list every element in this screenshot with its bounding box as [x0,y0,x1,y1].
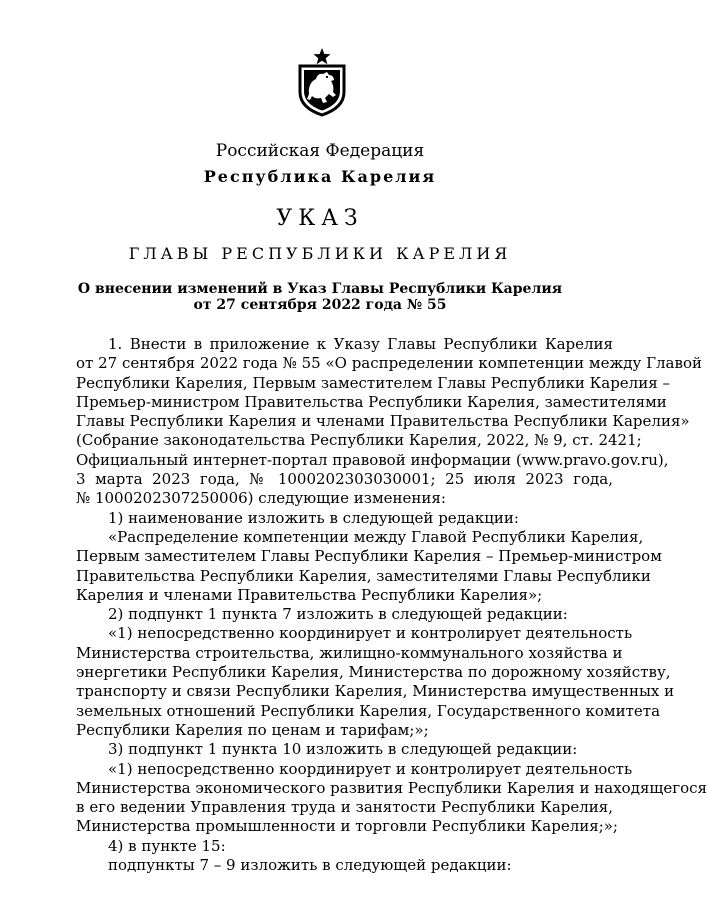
body-text-line: Республики Карелия по ценам и тарифам;»; [76,720,429,739]
body-text-line: земельных отношений Республики Карелия, Государственного комитета [76,701,661,720]
body-text-line: подпункты 7 – 9 изложить в следующей редакции: [108,856,512,875]
body-text-line: Официальный интернет-портал правовой информации (www.pravo.gov.ru), [76,450,669,469]
decree-subject [60,281,580,313]
body-text-line: энергетики Республики Карелия, Министерства по дорожному хозяйству, [76,663,671,682]
body-text-line: 1. Внести в приложение к Указу Главы Республики Карелия [108,335,613,353]
body-text-line: 4) в пункте 15: [108,836,226,855]
body-text-line: Министерства строительства, жилищно-коммунального хозяйства и [76,643,623,662]
body-text-line: Правительства Республики Карелия, заместителями Главы Республики [76,566,651,585]
body-text-line: Премьер-министром Правительства Республики Карелия, заместителями [76,392,667,411]
issuer-title: ГЛАВЫ РЕСПУБЛИКИ КАРЕЛИЯ [128,244,512,263]
body-text-line: 3 марта 2023 года, № 1000202303030001; 25 июля 2023 года, [76,470,613,489]
body-text-line: № 1000202307250006) следующие изменения: [76,489,446,508]
body-text-line: Министерства промышленности и торговли Республики Карелия;»; [76,817,618,836]
body-text-line: 1) наименование изложить в следующей редакции: [108,508,519,527]
body-text-line: (Собрание законодательства Республики Карелия, 2022, № 9, ст. 2421; [76,431,642,450]
body-text-line: «Распределение компетенции между Главой Республики Карелия, [108,527,644,546]
body-text-line: «1) непосредственно координирует и контролирует деятельность [108,624,633,643]
body-text-line: 3) подпункт 1 пункта 10 изложить в следующей редакции: [108,740,578,759]
body-text-line: от 27 сентября 2022 года № 55 «О распределении компетенции между Главой [76,354,702,373]
body-text-line: Карелия и членами Правительства Республики Карелия»; [76,585,543,604]
body-text-line: 2) подпункт 1 пункта 7 изложить в следующей редакции: [108,605,568,624]
body-text-line: Министерства экономического развития Республики Карелия и находящегося [76,778,707,797]
decree-body [76,335,707,875]
body-text-line: «1) непосредственно координирует и контролирует деятельность [108,759,633,778]
body-text-line: Республики Карелия, Первым заместителем Главы Республики Карелия – [76,373,670,392]
body-text-line: Главы Республики Карелия и членами Правительства Республики Карелия» [76,412,690,431]
body-text-line: в его ведении Управления труда и занятости Республики Карелия, [76,798,613,817]
document-type-title: УКАЗ [276,206,364,231]
body-text-line: транспорту и связи Республики Карелия, Министерства имущественных и [76,682,675,701]
body-text-line: Первым заместителем Главы Республики Карелия – Премьер-министром [76,547,662,566]
country-name: Российская Федерация [215,141,425,161]
karelia-coat-of-arms-icon [296,48,348,116]
subject-line-1: О внесении изменений в Указ Главы Республики Карелия [77,281,563,297]
republic-name: Республика Карелия [203,167,437,186]
subject-line-2: от 27 сентября 2022 года № 55 [193,297,447,313]
